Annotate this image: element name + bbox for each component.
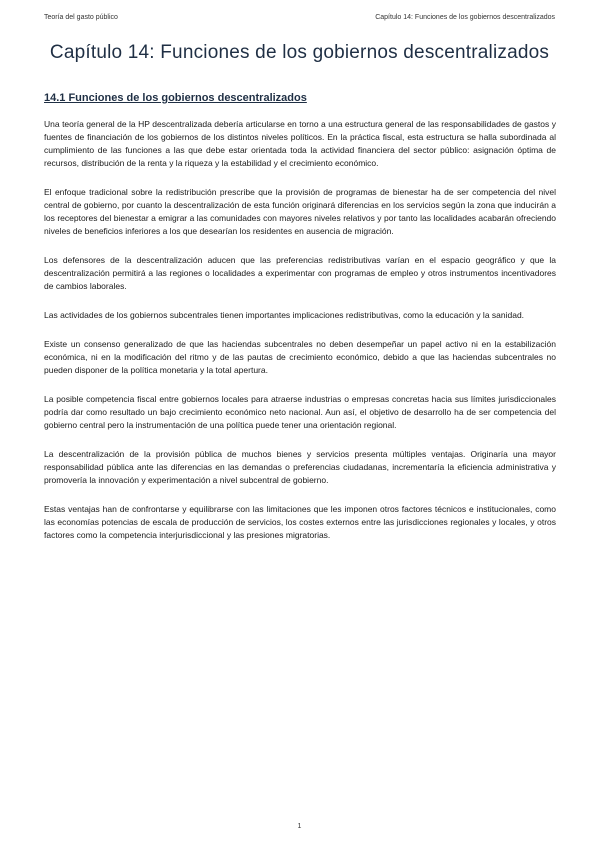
paragraph-5: Existe un consenso generalizado de que las haciendas subcentrales no deben desempeñar un papel activo ni en la estabilización económica, ni en la modificación del ritmo y de las pautas de crecimiento económico, debido a que las haciendas subcentrales no pueden disponer de la política monetaria y la total apertura.: [44, 339, 556, 375]
header-chapter-title: Capítulo 14: Funciones de los gobiernos descentralizados: [375, 14, 555, 21]
page-number: 1: [297, 823, 302, 830]
paragraph-2: El enfoque tradicional sobre la redistribución prescribe que la provisión de programas de bienestar ha de ser competencia del nivel central de gobierno, por cuanto la descentralización de esta función originará diferencias en los servicios según la zona que inducirán a los receptores del bienestar a emigrar a las comunidades con mayores niveles relativos y por tanto las localidades acabarán ofreciendo niveles de beneficios inferiores a los que desearían los residentes en ausencia de migración.: [44, 187, 556, 236]
paragraph-7: La descentralización de la provisión pública de muchos bienes y servicios presenta múltiples ventajas. Originaría una mayor responsabilidad pública ante las diferencias en las demandas o preferencias ciudadanas, incrementaría la eficiencia administrativa y promovería la innovación y experimentación a nivel subcentral de gobierno.: [44, 449, 556, 485]
chapter-title: Capítulo 14: Funciones de los gobiernos descentralizados: [49, 42, 550, 63]
paragraph-6: La posible competencia fiscal entre gobiernos locales para atraerse industrias o empresas concretas hacia sus límites jurisdiccionales podría dar como resultado un bajo crecimiento económico neto nacional. Aun así, el objetivo de desarrollo ha de ser competencia del gobierno central pero la instrumentación de una política puede tener una orientación regional.: [44, 394, 556, 430]
paragraph-4: Las actividades de los gobiernos subcentrales tienen importantes implicaciones redistributivas, como la educación y la sanidad.: [44, 310, 525, 320]
running-header: [44, 14, 555, 21]
body-text: [44, 118, 556, 558]
section-heading: 14.1 Funciones de los gobiernos descentralizados: [44, 92, 307, 104]
paragraph-1: Una teoría general de la HP descentralizada debería articularse en torno a una estructura general de las responsabilidades de gastos y fuentes de financiación de los gobiernos de los distintos niveles políticos. En la práctica fiscal, esta estructura se halla subordinada al cumplimiento de las funciones a las que debe estar orientada toda la actividad financiera del sector público: asignación óptima de recursos, distribución de la renta y la riqueza y la estabilidad y el crecimiento económico.: [44, 119, 556, 168]
paragraph-8: Estas ventajas han de confrontarse y equilibrarse con las limitaciones que les imponen otros factores técnicos e institucionales, como las economías potencias de escala de producción de servicios, los costes externos entre las jurisdicciones regionales y locales, y otros factores como la competencia interjurisdiccional y las presiones migratorias.: [44, 504, 556, 540]
header-book-title: Teoría del gasto público: [44, 14, 118, 21]
paragraph-3: Los defensores de la descentralización aducen que las preferencias redistributivas varían en el espacio geográfico y que la descentralización permitirá a las regiones o localidades a experimentar con programas de empleo y otros instrumentos incentivadores de cambios laborales.: [44, 255, 556, 291]
